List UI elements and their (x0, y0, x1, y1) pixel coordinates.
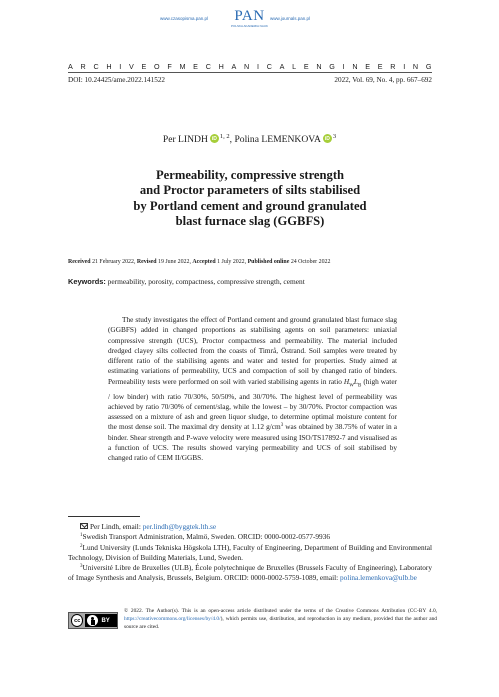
journal-name-letter: N (316, 62, 323, 71)
journal-name-letter: V (129, 62, 135, 71)
journal-name-letter: L (292, 62, 297, 71)
corresponding-email-link[interactable]: per.lindh@byggtek.lth.se (142, 522, 217, 531)
footnote-number: 2 (80, 543, 83, 549)
footnotes (68, 522, 432, 584)
orcid-icon[interactable] (210, 134, 219, 143)
orcid-icon[interactable] (323, 134, 332, 143)
published-date: 24 October 2022 (290, 259, 331, 265)
author2-email-link[interactable]: polina.lemenkova@ulb.be (340, 573, 417, 583)
footnote-1 (68, 532, 432, 542)
journal-name-letter: O (154, 62, 161, 71)
footnote-3 (68, 563, 432, 584)
footnote-rule (68, 516, 140, 517)
journal-name-letter: R (80, 62, 87, 71)
by-label: BY (101, 617, 110, 624)
title-line: and Proctor parameters of silts stabilised (139, 183, 361, 198)
license-text-part: © 2022. The Author(s). This is an open-access article distributed under the terms of the Creative Commons Attribution (CC-BY 4.0, (124, 608, 437, 614)
corresponding-author (68, 522, 432, 532)
journal-name-letter: A (279, 62, 285, 71)
abstract-text: (high water / low binder) with ratio 70/30%, 50/50%, and 30/70%. The highest level of permeability was achieved by ratio 70/30% of cement/slag, while the lowest – by 30/70%. Proctor compaction was assessed on a mixture of ash and green liquor sludge, to determine optimal moisture content for the most dense soil. The maximal dry density at 1.12 g/cm (108, 376, 397, 432)
abstract-paragraph (108, 315, 397, 464)
journal-name-letter: A (231, 62, 237, 71)
author-separator: , (229, 134, 235, 145)
title-line: Permeability, compressive strength (155, 168, 345, 182)
received-label: Received (68, 259, 91, 265)
journal-url-right[interactable]: www.journals.pan.pl (270, 16, 311, 21)
author-name: Per LINDH (162, 134, 208, 145)
keywords-text: permeability, porosity, compactness, compressive strength, cement (107, 277, 305, 286)
footnote-text: Université Libre de Bruxelles (ULB), École polytechnique de Bruxelles (Brussels Faculty of Engineering), Laboratory of Image Synthesis and Analysis, Brussels, Belgium. ORCID: 0000-0002-5759-1089, email: (68, 563, 432, 583)
ratio-sub: W (349, 383, 354, 389)
journal-name-letter: C (205, 62, 212, 71)
journal-name-letter: E (377, 62, 384, 71)
keywords (68, 277, 432, 286)
pan-logo (231, 6, 268, 28)
cc-by-block (85, 614, 117, 627)
journal-name-letter: E (303, 62, 310, 71)
pan-logo-text: PAN (234, 8, 265, 24)
journal-name-letter: R (390, 62, 396, 71)
envelope-icon (80, 523, 88, 529)
author-list (0, 133, 499, 145)
ratio-var: H (343, 376, 350, 386)
pan-logo-subtext: POLSKA AKADEMIA NAUK (231, 24, 269, 28)
abstract-text: The study investigates the effect of Portland cement and ground granulated blast furnace slag (GGBFS) added in changed proportions as stabilising agents on soil parameters: uniaxial compressive strength (UCS), Proctor compactness and permeability. The material included dredged clayey silts collected from the coasts of Timrå, Östrand. Soil samples were treated by different ratio of the stabilising agents and water and tested for properties. Study aimed at estimating variations of permeability, UCS and compaction of soil by changed ratio of binders. Permeability tests were performed on soil with varied stabilising agents in ratio (108, 315, 397, 386)
footnote-text: Swedish Transport Administration, Malmö, Sweden. ORCID: 0000-0002-0577-9936 (82, 532, 330, 542)
journal-name-letter: E (365, 62, 371, 71)
author-affiliation-sup: 1, 2 (219, 133, 230, 140)
journal-name-letter: I (403, 62, 406, 71)
title-line: by Portland cement and ground granulated (133, 198, 367, 213)
journal-name-letter: A (68, 62, 74, 71)
journal-name-letter: C (93, 62, 100, 71)
article-title (68, 168, 432, 229)
journal-name-letter: M (179, 62, 186, 71)
title-line: blast furnace slag (GGBFS) (175, 213, 325, 228)
volume-info: 2022, Vol. 69, No. 4, pp. 667–692 (334, 76, 432, 84)
density-exponent: 3 (280, 423, 284, 429)
revised-label: Revised (136, 259, 157, 265)
doi-row (68, 76, 432, 84)
received-date: 21 February 2022, (92, 259, 136, 265)
article-dates (68, 259, 432, 265)
license-text-part: ), which permits use, distribution, and reproduction in any medium, provided that the author and source are cited. (124, 616, 437, 630)
journal-name-letter: H (106, 62, 113, 71)
journal-name-letter: I (256, 62, 260, 71)
cc-icon: cc (71, 614, 83, 627)
journal-name-letter: E (193, 62, 199, 71)
keywords-label: Keywords: (68, 277, 106, 286)
footnote-number: 1 (80, 533, 83, 539)
abstract-text: was obtained by 38.75% of water in a binder. Shear strength and P-wave velocity were measured using ISO/TS17892-7 and visualised as a function of UCS. The results showed varying permeability and UCS of soil stabilised by changed ratio of CEM II/GGBS. (108, 422, 397, 463)
journal-name-letter: F (167, 62, 173, 71)
journal-name-letter: N (352, 62, 359, 71)
journal-name-letter: I (119, 62, 122, 71)
corresponding-prefix: Per Lindh, email: (90, 522, 143, 531)
license-link[interactable]: https://creativecommons.org/licenses/by/4.0/ (124, 616, 221, 622)
revised-date: 19 June 2022, (158, 259, 191, 265)
author-affiliation-sup: 3 (332, 133, 337, 140)
footnote-text: Lund University (Lunds Tekniska Högskola LTH), Faculty of Engineering, Department of Building and Environmental Technology, Division of Building Materials, Lund, Sweden. (68, 542, 432, 562)
abstract (108, 315, 397, 464)
footnote-2 (68, 543, 432, 564)
journal-name-letter: N (244, 62, 250, 71)
cc-by-badge[interactable] (68, 612, 118, 629)
author-name: Polina LEMENKOVA (234, 134, 321, 145)
published-label: Published online (247, 259, 290, 265)
ratio-sub: B (357, 383, 362, 389)
accepted-date: 1 July 2022, (217, 259, 247, 265)
journal-name-letter: E (141, 62, 147, 71)
attribution-person-icon (87, 615, 98, 626)
doi[interactable]: DOI: 10.24425/ame.2022.141522 (68, 76, 166, 84)
journal-name-letter: G (329, 62, 336, 71)
footnote-number: 3 (80, 564, 83, 570)
journal-name (68, 62, 432, 71)
journal-name-letter: C (266, 62, 273, 71)
ratio-var: L (353, 376, 358, 386)
journal-name-letter: G (425, 62, 432, 71)
journal-url-left[interactable]: www.czasopisma.pan.pl (160, 16, 209, 21)
header-rule (68, 72, 432, 73)
journal-name-letter: N (412, 62, 419, 71)
license-text (124, 607, 437, 631)
journal-name-letter: I (342, 62, 346, 71)
accepted-label: Accepted (192, 259, 216, 265)
journal-name-letter: H (218, 62, 225, 71)
